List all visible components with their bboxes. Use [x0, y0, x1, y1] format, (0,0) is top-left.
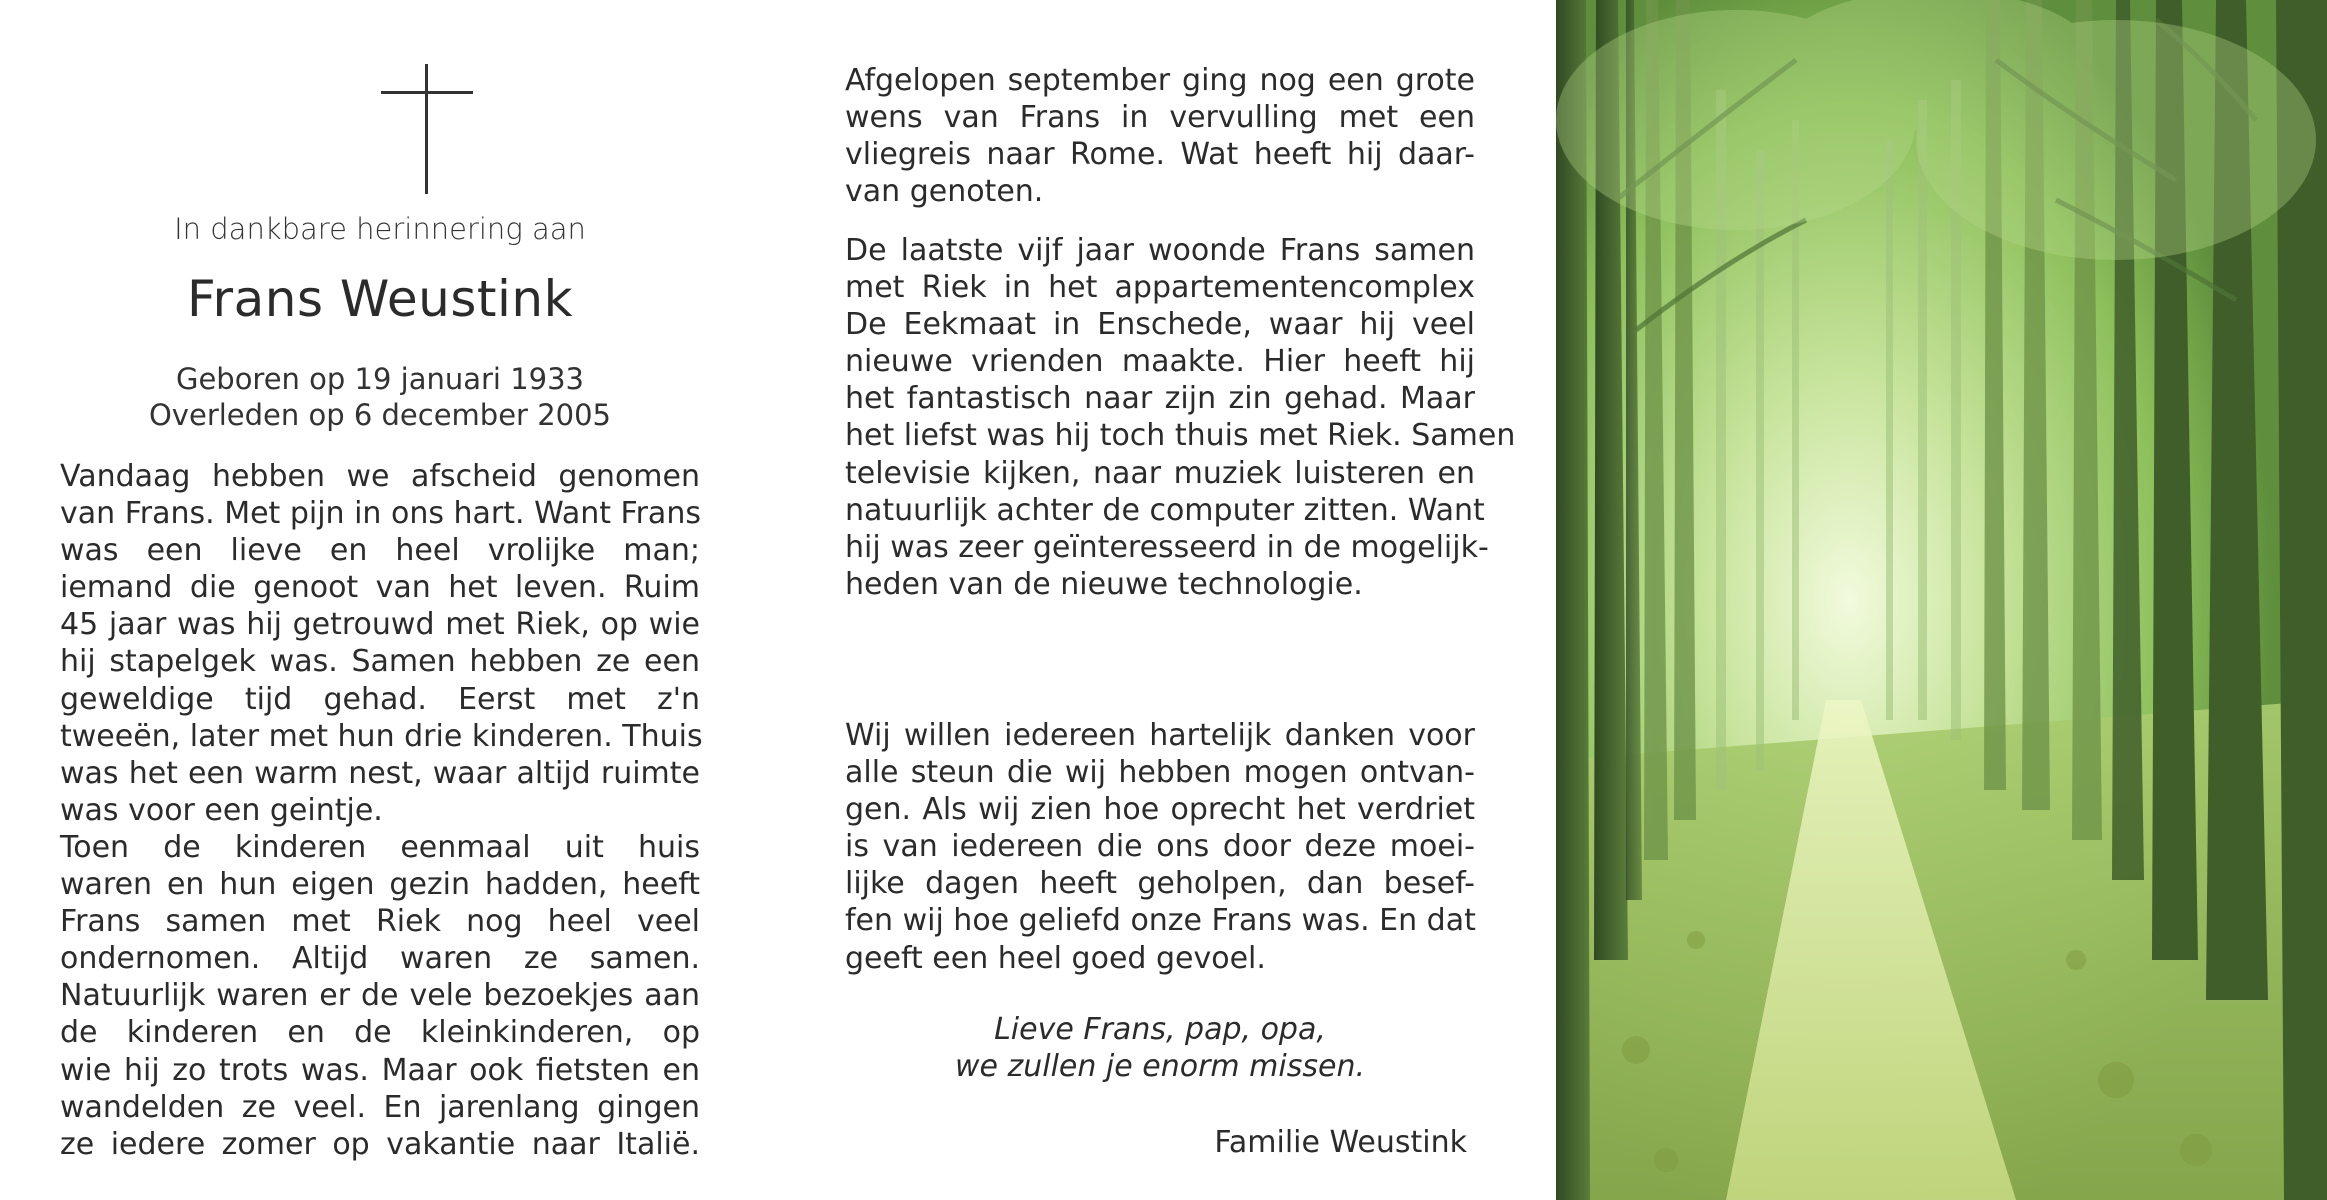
middle-panel [845, 0, 1516, 1200]
text-line: wandelden ze veel. En jarenlang gingen [60, 1089, 700, 1125]
text-line: geweldige tijd gehad. Eerst met z'n [60, 681, 700, 717]
text-line: nieuwe vrienden maakte. Hier heeft hij [845, 344, 1475, 380]
text-line: hij was zeer geïnteresseerd in de mogelijk- [845, 529, 1489, 565]
deceased-name: Frans Weustink [186, 270, 574, 328]
intro-text: In dankbare herinnering aan [174, 212, 586, 246]
text-line: televisie kijken, naar muziek luisteren en [845, 455, 1475, 491]
text-line: Wij willen iedereen hartelijk danken voor [845, 718, 1475, 753]
text-line: wie hij zo trots was. Maar ook fietsten en [60, 1052, 700, 1088]
forest-path-image [1556, 0, 2327, 1200]
text-line: 45 jaar was hij getrouwd met Riek, op wie [60, 607, 700, 643]
closing-line: Lieve Frans, pap, opa, [994, 1012, 1326, 1047]
text-line: wens van Frans in vervulling met een [845, 100, 1475, 136]
paragraph-eekmaat [845, 232, 1516, 603]
text-line: fen wij hoe geliefd onze Frans was. En dat [845, 903, 1476, 939]
paragraph-thanks [845, 717, 1475, 977]
text-line: was voor een geintje. [60, 792, 383, 828]
biography-text [60, 458, 703, 1163]
text-line: tweeën, later met hun drie kinderen. Thuis [60, 718, 703, 754]
text-line: alle steun die wij hebben mogen ontvan- [845, 755, 1475, 791]
text-line: ze iedere zomer op vakantie naar Italië. [60, 1126, 700, 1162]
text-line: gen. Als wij zien hoe oprecht het verdriet [845, 792, 1475, 828]
text-line: geeft een heel goed gevoel. [845, 940, 1266, 976]
text-line: Frans samen met Riek nog heel veel [60, 904, 700, 940]
left-panel [60, 0, 703, 1200]
text-line: van genoten. [845, 174, 1044, 210]
text-line: hij stapelgek was. Samen hebben ze een [60, 644, 700, 680]
text-line: is van iedereen die ons door deze moei- [845, 829, 1475, 865]
text-line: waren en hun eigen gezin hadden, heeft [60, 867, 700, 903]
text-line: ondernomen. Altijd waren ze samen. [60, 941, 700, 977]
text-line: was een lieve en heel vrolijke man; [60, 533, 700, 569]
text-line: met Riek in het appartementencomplex [845, 270, 1475, 306]
text-line: van Frans. Met pijn in ons hart. Want Frans [60, 496, 701, 532]
forest-illustration [1556, 0, 2327, 1200]
text-line: Natuurlijk waren er de vele bezoekjes aan [60, 978, 700, 1014]
cross-icon [381, 64, 473, 198]
paragraph-rome-trip [845, 62, 1475, 210]
text-line: De Eekmaat in Enschede, waar hij veel [845, 307, 1475, 343]
text-line: lijke dagen heeft geholpen, dan besef- [845, 866, 1475, 902]
text-line: het liefst was hij toch thuis met Riek. Samen [845, 418, 1516, 454]
birth-date: Geboren op 19 januari 1933 [175, 362, 585, 396]
text-line: het fantastisch naar zijn zin gehad. Maar [845, 381, 1475, 417]
family-signature: Familie Weustink [1214, 1125, 1467, 1160]
text-line: was het een warm nest, waar altijd ruimte [60, 755, 700, 791]
text-line: Vandaag hebben we afscheid genomen [60, 459, 700, 494]
closing-line: we zullen je enorm missen. [954, 1049, 1366, 1085]
text-line: De laatste vijf jaar woonde Frans samen [845, 233, 1475, 268]
text-line: vliegreis naar Rome. Wat heeft hij daar- [845, 137, 1475, 173]
closing-verse [845, 1011, 1475, 1085]
text-line: Afgelopen september ging nog een grote [845, 63, 1475, 98]
text-line: Toen de kinderen eenmaal uit huis [60, 829, 700, 865]
text-line: natuurlijk achter de computer zitten. Want [845, 492, 1485, 528]
death-date: Overleden op 6 december 2005 [148, 398, 612, 432]
text-line: heden van de nieuwe technologie. [845, 566, 1363, 602]
text-line: de kinderen en de kleinkinderen, op [60, 1015, 700, 1051]
text-line: iemand die genoot van het leven. Ruim [60, 570, 700, 606]
